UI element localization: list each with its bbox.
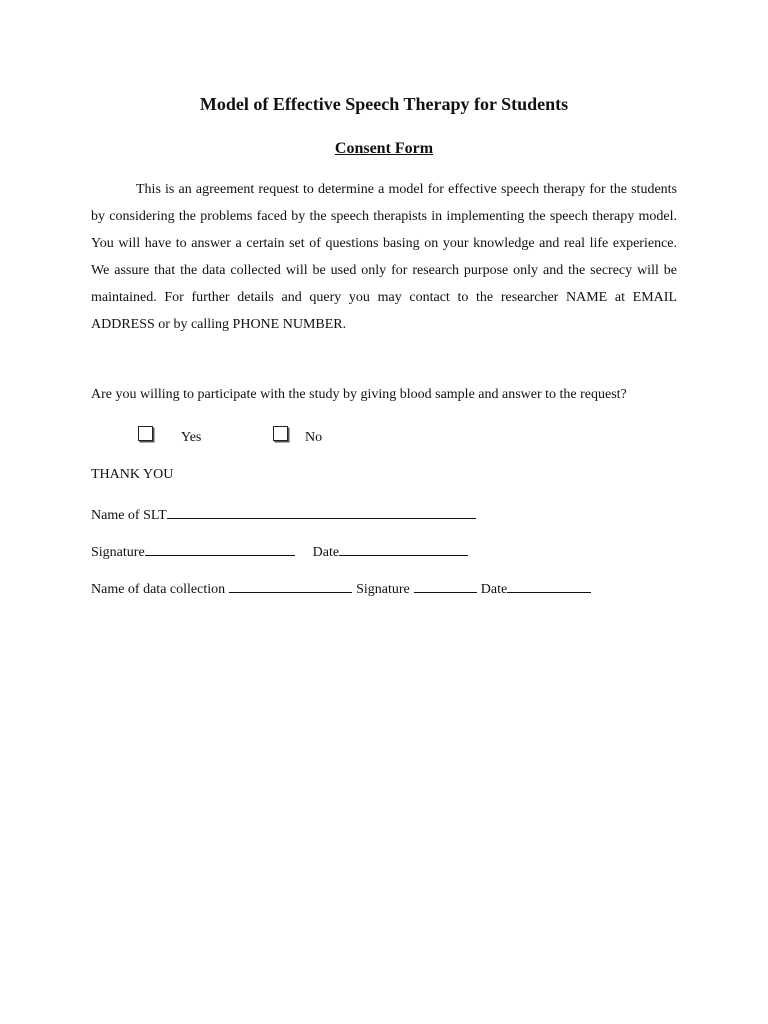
document-subtitle: Consent Form [334, 140, 434, 157]
slt-name-field[interactable] [167, 504, 476, 519]
slt-name-row [91, 504, 476, 524]
date-label: Date [312, 545, 340, 560]
date2-label: Date [480, 582, 508, 597]
document-title: Model of Effective Speech Therapy for Students [199, 94, 569, 114]
signature-row [91, 541, 468, 561]
date-field[interactable] [339, 541, 468, 556]
no-label: No [305, 430, 323, 445]
data-collection-field[interactable] [229, 578, 352, 593]
yes-label: Yes [181, 430, 202, 445]
slt-name-label: Name of SLT [91, 508, 167, 523]
participation-question: Are you willing to participate with the study by giving blood sample and answer to the request? [91, 387, 627, 402]
agreement-paragraph: This is an agreement request to determine a model for effective speech therapy for the students by considering the problems faced by the speech therapists in implementing the speech therapy model. You will have to answer a certain set of questions basing on your knowledge and real life experience. We assure that the data collected will be used only for research purpose only and the secrecy will be maintained. For further details and query you may contact to the researcher NAME at EMAIL ADDRESS or by calling PHONE NUMBER. [91, 182, 677, 332]
thank-you-text: THANK YOU [91, 467, 174, 482]
signature-field[interactable] [145, 541, 295, 556]
data-collection-row [91, 578, 591, 598]
date2-field[interactable] [507, 578, 591, 593]
yes-checkbox[interactable] [138, 426, 153, 441]
signature-label: Signature [91, 545, 145, 560]
signature2-field[interactable] [414, 578, 477, 593]
data-collection-label: Name of data collection [91, 582, 226, 597]
no-checkbox[interactable] [273, 426, 288, 441]
signature2-label: Signature [356, 582, 410, 597]
